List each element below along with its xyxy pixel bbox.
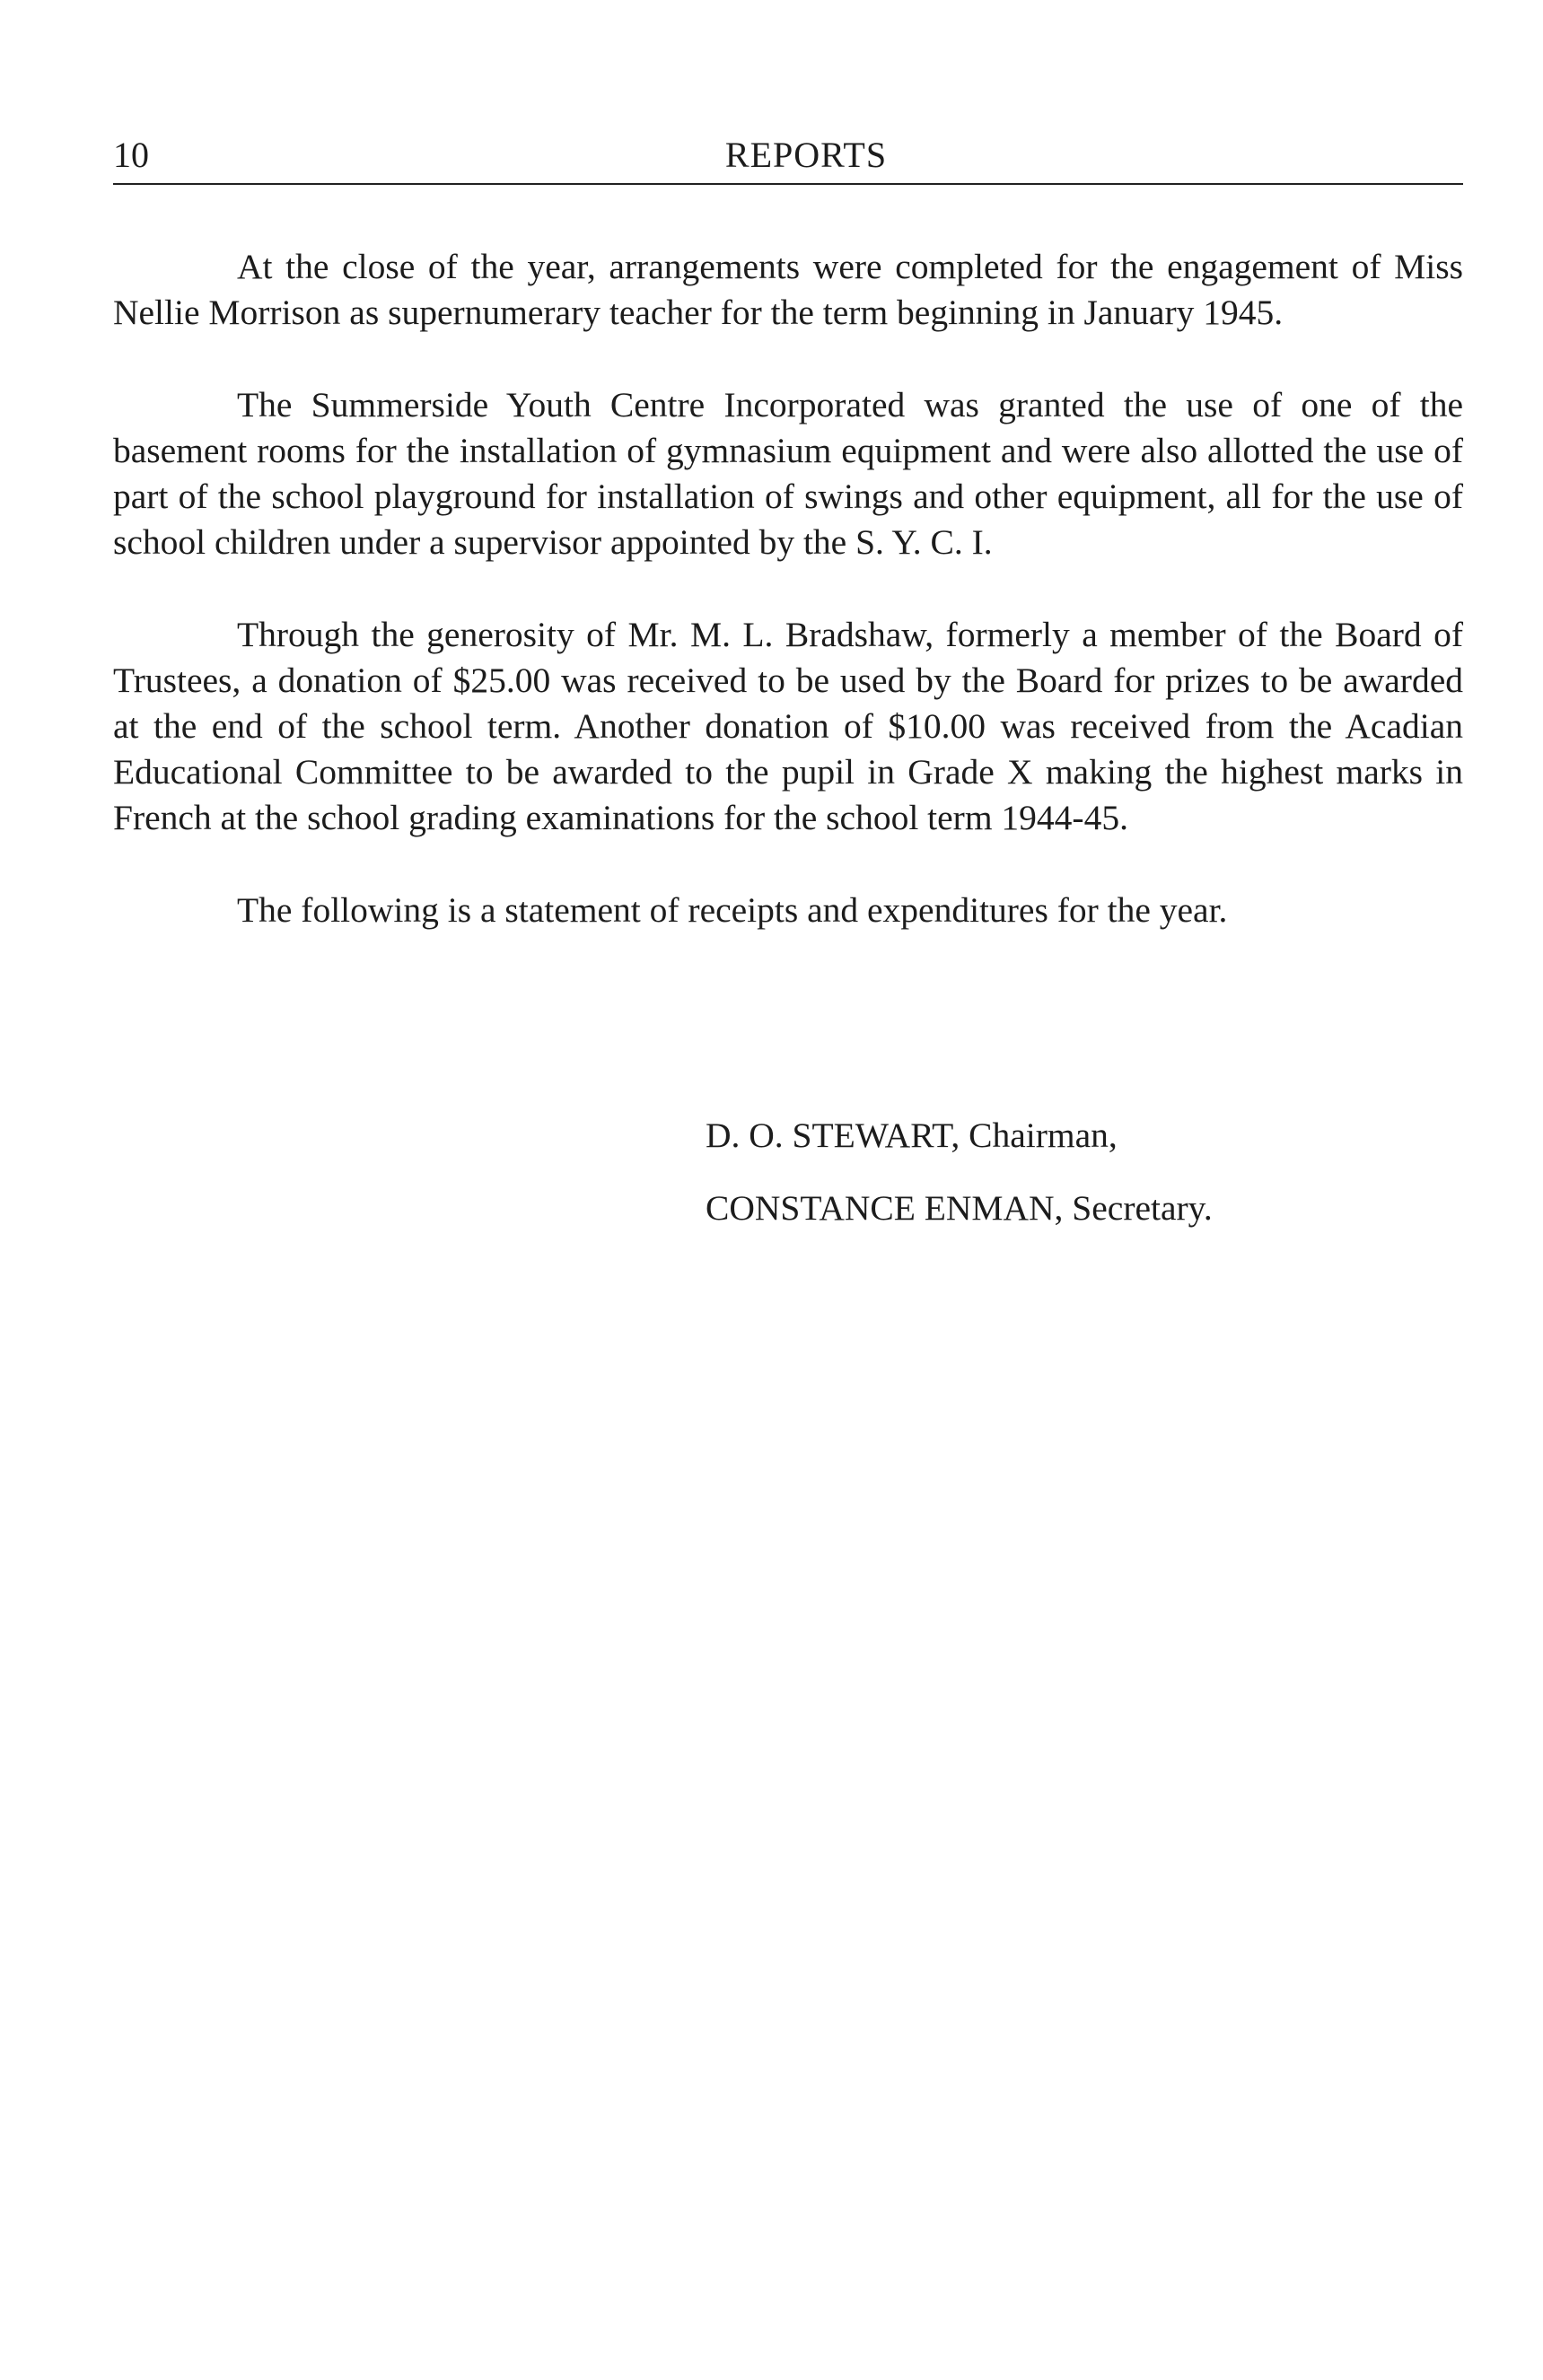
- paragraph-supernumerary-teacher: At the close of the year, arrangements were completed for the engagement of Miss Nellie Morrison as supernumerary teacher for the term beginning in January 1945.: [113, 247, 1463, 332]
- paragraph-donations: Through the generosity of Mr. M. L. Bradshaw, formerly a member of the Board of Trustees, a donation of $25.00 was received to be used by the Board for prizes to be awarded at the end of the school term. Another donation of $10.00 was received from the Acadian Educational Committee to be awarded to the pupil in Grade X making the highest marks in French at the school grading examinations for the school term 1944-45.: [113, 615, 1463, 837]
- page-number: 10: [113, 135, 149, 175]
- page-header: [113, 133, 1463, 185]
- signature-secretary: CONSTANCE ENMAN, Secretary.: [706, 1188, 1213, 1228]
- body-text: [113, 244, 1463, 980]
- running-head: REPORTS: [724, 135, 888, 175]
- paragraph-youth-centre: The Summerside Youth Centre Incorporated was granted the use of one of the basement rooms for the installation of gymnasium equipment and were also allotted the use of part of the school playground for installation of swings and other equipment, all for the use of school children under a supervisor appointed by the S. Y. C. I.: [113, 385, 1463, 562]
- paragraph-statement-intro: The following is a statement of receipts and expenditures for the year.: [237, 890, 1228, 930]
- signature-chairman: D. O. STEWART, Chairman,: [706, 1116, 1118, 1155]
- signature-block: [706, 1113, 1513, 1258]
